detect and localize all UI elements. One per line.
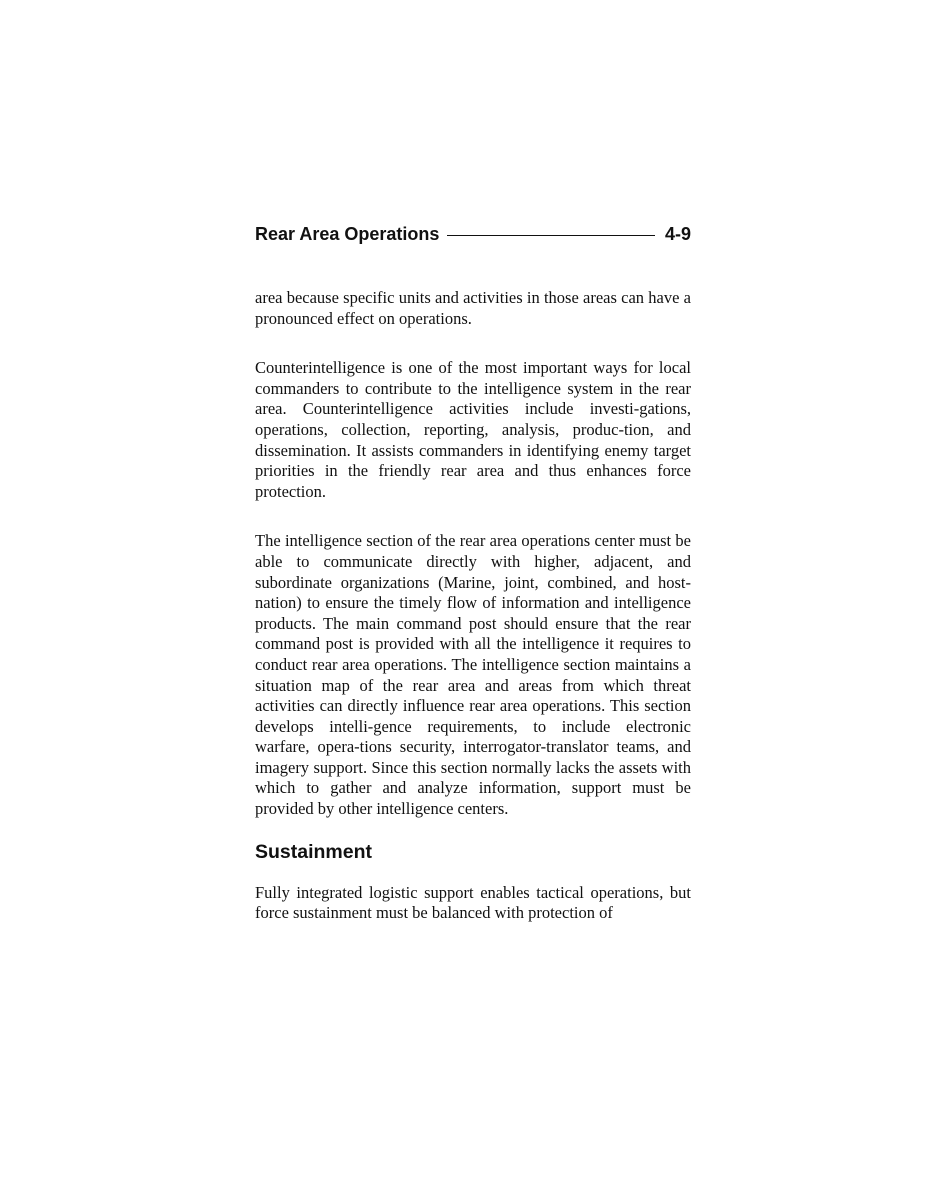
running-header [255,222,691,246]
paragraph-intelligence-section: The intelligence section of the rear area operations center must be able to communicate directly with higher, adjacent, and subordinate organizations (Marine, joint, combined, and host-nation) to ensure the timely flow of information and intelligence products. The main command post should ensure that the rear command post is provided with all the intelligence it requires to conduct rear area operations. The intelligence section maintains a situation map of the rear area and areas from which threat activities can directly influence rear area operations. This section develops intelli-gence requirements, to include electronic warfare, opera-tions security, interrogator-translator teams, and imagery support. Since this section normally lacks the assets with which to gather and analyze information, support must be provided by other intelligence centers. [255,531,691,819]
paragraph-counterintelligence: Counterintelligence is one of the most important ways for local commanders to contribute to the intelligence system in the rear area. Counterintelligence activities include investi-gations, operations, collection, reporting, analysis, produc-tion, and dissemination. It assists commanders in identifying enemy target priorities in the friendly rear area and thus enhances force protection. [255,358,691,501]
chapter-title: Rear Area Operations [255,224,440,244]
section-heading-sustainment: Sustainment [255,840,373,863]
paragraph-continuation: area because specific units and activities in those areas can have a pronounced effect on operations. [255,288,691,328]
paragraph-sustainment: Fully integrated logistic support enables tactical operations, but force sustainment must be balanced with protection of [255,882,691,923]
document-page [255,222,691,924]
page-number: 4-9 [664,224,691,244]
header-rule [447,235,655,236]
